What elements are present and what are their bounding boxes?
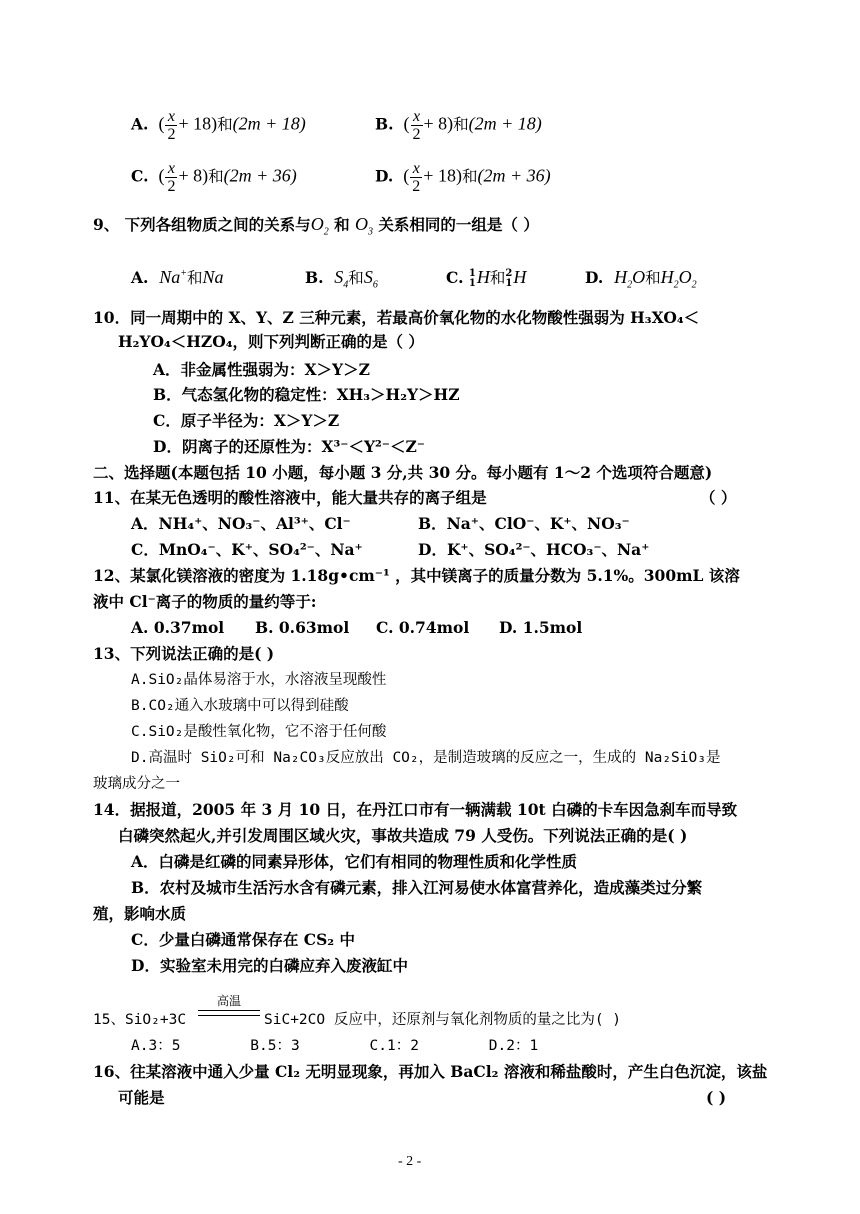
q12-line-2: 液中 Cl⁻离子的物质的量约等于: (93, 592, 317, 611)
q10-line-2: H₂YO₄＜HZO₄，则下列判断正确的是（ ） (118, 332, 424, 351)
q9-stem: 9、 下列各组物质之间的关系与$O_2$ 和 $O_3$ 关系相同的一组是（ ） (93, 214, 539, 238)
q8-option-c: C. ( $\frac{x}{2}$ + 8)和(2m + 36) (131, 160, 297, 195)
q11-answer-paren: （ ） (700, 488, 737, 507)
q14-line-1: 14．据报道，2005 年 3 月 10 日，在丹江口市有一辆满载 10t 白磷的卡车因急刹车而导致 (93, 800, 738, 819)
q12-option-b: B. 0.63mol (255, 618, 350, 637)
q10-option-b: B．气态氢化物的稳定性：XH₃＞H₂Y＞HZ (153, 385, 460, 404)
q13-stem: 13、下列说法正确的是( ) (93, 644, 275, 663)
section-2-heading: 二、选择题(本题包括 10 小题，每小题 3 分,共 30 分。每小题有 1～2 个选项符合题意) (93, 463, 713, 482)
q10-option-d: D．阴离子的还原性为：X³⁻＜Y²⁻＜Z⁻ (153, 437, 425, 456)
q13-option-c: C.SiO₂是酸性氧化物，它不溶于任何酸 (131, 724, 387, 740)
q13-option-a: A.SiO₂晶体易溶于水，水溶液呈现酸性 (131, 672, 387, 688)
q13-option-d-line-1: D.高温时 SiO₂可和 Na₂CO₃反应放出 CO₂，是制造玻璃的反应之一，生成的 Na₂SiO₃是 (131, 750, 721, 766)
q12-option-d: D. 1.5mol (499, 618, 583, 637)
q14-option-b-line-2: 殖，影响水质 (93, 904, 187, 923)
q9-option-a: A. Na+和Na (131, 267, 224, 287)
q11-option-a: A．NH₄⁺、NO₃⁻、Al³⁺、Cl⁻ (131, 514, 351, 533)
q9-option-d: D. $H_2O$和$H_2O_2$ (585, 267, 697, 291)
q14-option-b-line-1: B．农村及城市生活污水含有磷元素，排入江河易使水体富营养化，造成藻类过分繁 (131, 878, 703, 897)
q14-line-2: 白磷突然起火,并引发周围区域火灾，事故共造成 79 人受伤。下列说法正确的是( ) (118, 826, 688, 845)
q8-c-fraction: $\frac{x}{2}$ (167, 160, 176, 195)
q11-option-b: B．Na⁺、ClO⁻、K⁺、NO₃⁻ (418, 514, 630, 533)
q8-b-fraction: $\frac{x}{2}$ (412, 108, 421, 143)
q8-option-a: A. ( $\frac{x}{2}$ + 18)和(2m + 18) (131, 108, 306, 143)
q15-options: A.3：5 B.5：3 C.1：2 D.2：1 (131, 1038, 539, 1054)
q8-option-b: B. ( $\frac{x}{2}$ + 8)和(2m + 18) (375, 108, 542, 143)
q11-stem: 11、在某无色透明的酸性溶液中，能大量共存的离子组是 (93, 488, 487, 507)
q8-a-fraction: $\frac{x}{2}$ (167, 108, 176, 143)
q10-option-c: C．原子半径为：X＞Y＞Z (153, 411, 340, 430)
q9-option-b: B. $S_4$和$S_6$ (305, 267, 378, 291)
q15-equals-arrow (198, 1010, 260, 1016)
q16-line-2: 可能是 (118, 1088, 165, 1107)
q15-equation-left: 15、SiO₂+3C (93, 1012, 187, 1028)
q11-option-d: D．K⁺、SO₄²⁻、HCO₃⁻、Na⁺ (418, 540, 650, 559)
q9-option-c: C. 1 1 H和 2 1 H (446, 267, 527, 289)
q8-d-fraction: $\frac{x}{2}$ (412, 160, 421, 195)
q11-option-c: C．MnO₄⁻、K⁺、SO₄²⁻、Na⁺ (131, 540, 363, 559)
q15-equation-right: SiC+2CO 反应中，还原剂与氧化剂物质的量之比为( ) (264, 1012, 622, 1028)
q12-option-a: A. 0.37mol (131, 618, 225, 637)
q10-line-1: 10．同一周期中的 X、Y、Z 三种元素，若最高价氧化物的水化物酸性强弱为 H₃XO₄＜ (93, 308, 700, 327)
q15-reaction-condition (198, 994, 260, 1016)
q16-answer-paren: ( ) (706, 1088, 727, 1107)
q15-condition-label: 高温 (216, 994, 241, 1008)
page-number: - 2 - (398, 1154, 422, 1169)
q12-option-c: C. 0.74mol (376, 618, 470, 637)
q10-option-a: A．非金属性强弱为：X＞Y＞Z (153, 360, 370, 379)
q14-option-a: A．白磷是红磷的同素异形体，它们有相同的物理性质和化学性质 (131, 852, 578, 871)
q8-option-d: D. ( $\frac{x}{2}$ + 18)和(2m + 36) (375, 160, 551, 195)
q13-option-b: B.CO₂通入水玻璃中可以得到硅酸 (131, 698, 349, 714)
q12-line-1: 12、某氯化镁溶液的密度为 1.18g•cm⁻¹ ，其中镁离子的质量分数为 5.1%。300mL 该溶 (93, 566, 740, 585)
q14-option-d: D．实验室未用完的白磷应弃入废液缸中 (131, 956, 408, 975)
q13-option-d-line-2: 玻璃成分之一 (93, 776, 180, 792)
q16-line-1: 16、往某溶液中通入少量 Cl₂ 无明显现象，再加入 BaCl₂ 溶液和稀盐酸时，产生白色沉淀，该盐 (93, 1062, 768, 1081)
q14-option-c: C．少量白磷通常保存在 CS₂ 中 (131, 930, 355, 949)
